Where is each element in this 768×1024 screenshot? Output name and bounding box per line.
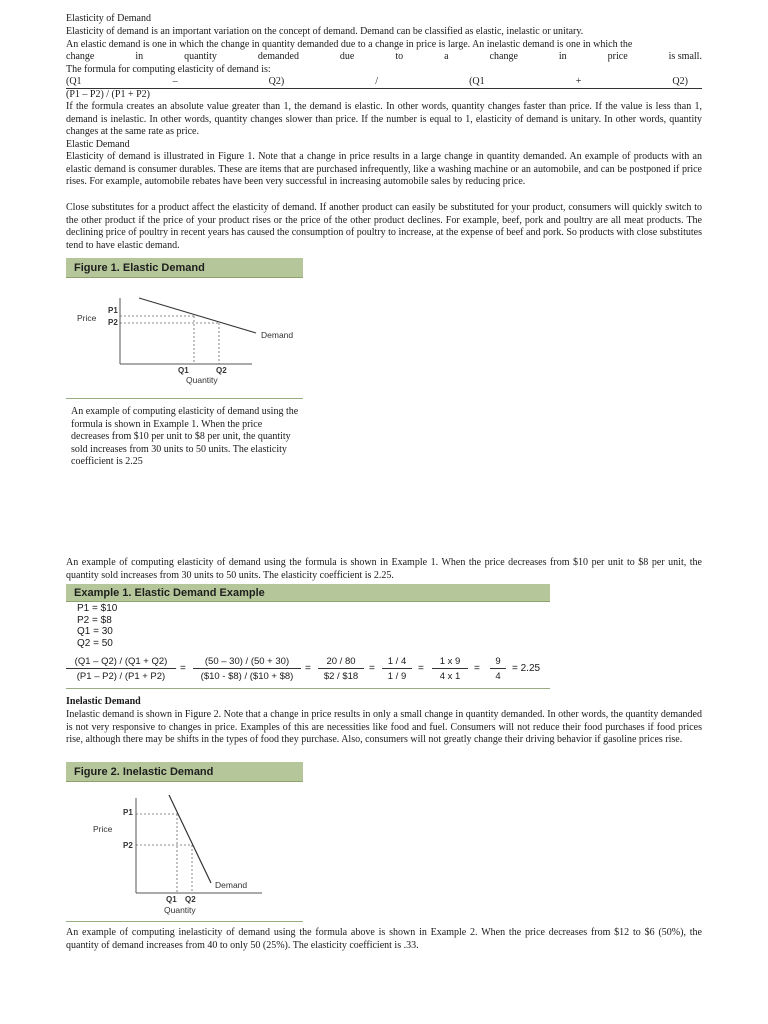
figure2-p1-label: P1 <box>123 808 133 817</box>
example1-fraction-final: $\frac{9}{4}$ <box>490 656 506 682</box>
intro-paragraph: Elasticity of demand is an important variation on the concept of demand. Demand can be classified as elastic, inelastic or unitary. <box>66 26 584 37</box>
formula-explanation: If the formula creates an absolute value greater than 1, the demand is elastic. In other words, quantity changes faster than price. If the value is less than 1, demand is inelastic. In other words, quantity changes slower than price. If the number is equal to 1, elasticity of demand is unitary. In other words, quantity changes at the same rate as price. <box>66 101 702 138</box>
figure2-quantity-label: Quantity <box>164 905 196 915</box>
elastic-heading: Elastic Demand <box>66 139 130 150</box>
formula-numerator: (Q1 – Q2) / (Q1 + Q2) <box>66 76 688 87</box>
formula-denominator: (P1 – P2) / (P1 + P2) <box>66 89 150 100</box>
figure1-caption-rule <box>66 398 303 399</box>
figure1-price-label: Price <box>77 313 97 323</box>
figure1-q1-label: Q1 <box>178 366 189 375</box>
example1-fraction-reduced: $\frac{1 / 4}{1 / 9}$ <box>382 656 412 682</box>
figure2-demand-label: Demand <box>215 880 248 890</box>
formula-divider <box>66 88 702 89</box>
figure2-p2-label: P2 <box>123 841 133 850</box>
example1-fraction-formula: $\frac{(Q1 - Q2) / (Q1 + Q2)}{(P1 - P2) / (P1 + P2)}$ <box>66 656 176 682</box>
example1-values: P1 = $10 P2 = $8 Q1 = 30 Q2 = 50 <box>77 603 118 649</box>
figure2-price-label: Price <box>93 824 113 834</box>
example1-equals-5: = <box>474 663 480 674</box>
elastic-definition-line1: An elastic demand is one in which the change in quantity demanded due to a change in price is large. An inelastic demand is one in which the <box>66 39 633 50</box>
figure2-inelastic-demand-graph <box>66 790 316 920</box>
example1-fraction-substitution: $\frac{(50 - 30) / (50 + 30)}{(\$10 - \$8) / (\$10 + \$8)}$ <box>193 656 301 682</box>
elastic-definition-line2: change in quantity demanded due to a change in price is small. <box>66 51 702 62</box>
example1-fraction-simplified: $\frac{20 / 80}{\$2 / \$18}$ <box>318 656 364 682</box>
figure1-caption: An example of computing elasticity of demand using the formula is shown in Example 1. When the price decreases from $10 per unit to $8 per unit, the quantity sold increases from 30 units to 50 units. The elasticity coefficient is 2.25 <box>71 406 299 468</box>
figure1-p2-label: P2 <box>108 318 118 327</box>
figure2-q1-label: Q1 <box>166 895 177 904</box>
figure2-title-bar: Figure 2. Inelastic Demand <box>66 762 303 782</box>
example1-title-bar: Example 1. Elastic Demand Example <box>66 584 550 602</box>
formula-intro: The formula for computing elasticity of demand is: <box>66 64 271 75</box>
figure2-q2-label: Q2 <box>185 895 196 904</box>
example1-equals-2: = <box>305 663 311 674</box>
figure1-p1-label: P1 <box>108 306 118 315</box>
example1-result: = 2.25 <box>512 663 541 674</box>
figure2-caption-rule <box>66 921 303 922</box>
elastic-paragraph-1: Elasticity of demand is illustrated in Figure 1. Note that a change in price results in a large change in quantity demanded. An example of products with an elastic demand is consumer durables. These are items that are purchased infrequently, like a washing machine or an automobile, and can be postponed if price rises. For example, automobile rebates have been very successful in increasing automobile sales by reducing price. <box>66 151 702 188</box>
example1-equals-4: = <box>418 663 424 674</box>
figure1-q2-label: Q2 <box>216 366 227 375</box>
page-title: Elasticity of Demand <box>66 13 151 24</box>
figure1-demand-curve <box>139 298 256 333</box>
example1-intro: An example of computing elasticity of demand using the formula is shown in Example 1. When the price decreases from $10 per unit to $8 per unit, the quantity sold increases from 30 units to 50 units. The elasticity coefficient is 2.25. <box>66 557 702 581</box>
figure1-demand-label: Demand <box>261 330 294 340</box>
example1-equals-1: = <box>180 663 186 674</box>
figure2-demand-curve <box>169 795 211 883</box>
figure1-title-bar: Figure 1. Elastic Demand <box>66 258 303 278</box>
figure1-elastic-demand-graph <box>66 290 316 390</box>
inelastic-paragraph: Inelastic demand is shown in Figure 2. Note that a change in price results in only a small change in quantity demanded. In other words, the quantity demanded is not very responsive to changes in price. Examples of this are necessities like food and fuel. Consumers will not reduce their food purchases if food prices rise, although there may be shifts in the types of food they purchase. Also, consumers will not greatly change their driving behavior if gasoline prices rise. <box>66 709 702 746</box>
figure1-quantity-label: Quantity <box>186 375 218 385</box>
example1-bottom-rule <box>66 688 550 689</box>
example1-equals-3: = <box>369 663 375 674</box>
inelastic-heading: Inelastic Demand <box>66 696 141 707</box>
figure2-caption: An example of computing inelasticity of demand using the formula above is shown in Example 2. When the price decreases from $12 to $6 (50%), the quantity of demand increases from 40 to only 50 (25%). The elasticity coefficient is .33. <box>66 927 702 951</box>
elastic-paragraph-2: Close substitutes for a product affect the elasticity of demand. If another product can easily be substituted for your product, consumers will quickly switch to the other product if the price of your product rises or the price of the other product declines. For example, beef, pork and poultry are all meat products. The declining price of poultry in recent years has caused the consumption of poultry to increase, at the expense of beef and pork. So products with close substitutes tend to have elastic demand. <box>66 202 702 251</box>
example1-fraction-inverted: $\frac{1 x 9}{4 x 1}$ <box>432 656 468 682</box>
